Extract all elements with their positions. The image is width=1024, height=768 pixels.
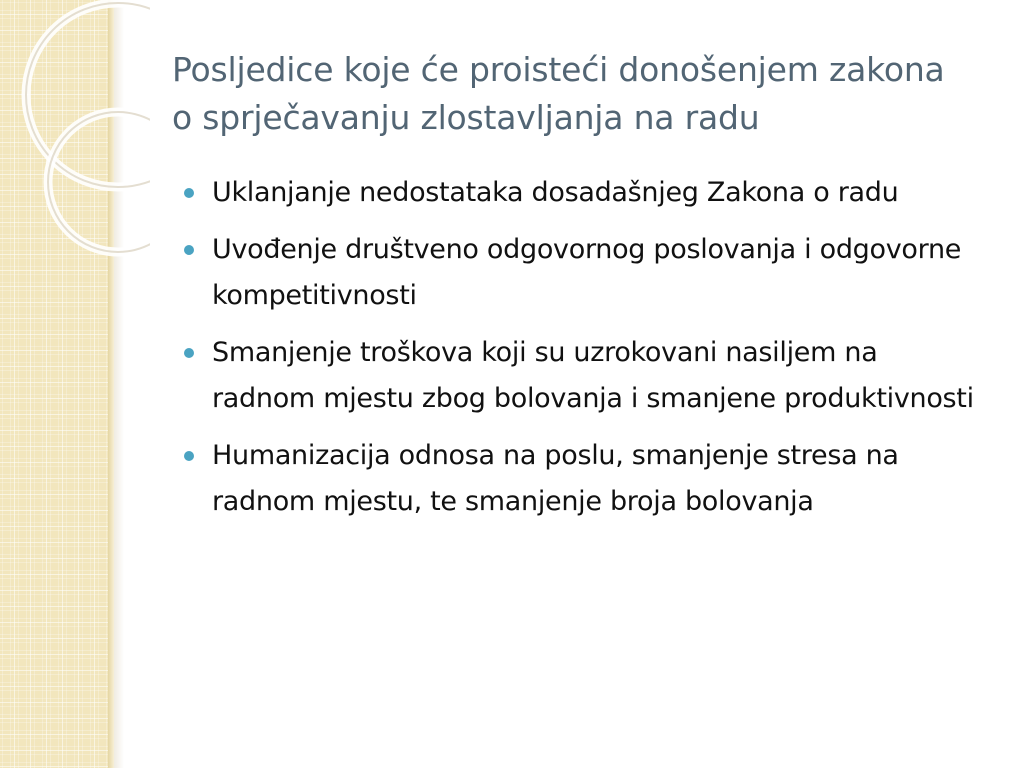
- bullet-list: [182, 170, 982, 536]
- bullet-item: [182, 170, 982, 216]
- bullet-item: [182, 330, 982, 422]
- bullet-text: Uvođenje društveno odgovornog poslovanja i odgovorne kompetitivnosti: [212, 234, 962, 311]
- bullet-text: Uklanjanje nedostataka dosadašnjeg Zakona o radu: [212, 177, 899, 208]
- round-bullet-icon: [184, 451, 194, 461]
- round-bullet-icon: [184, 188, 194, 198]
- round-bullet-icon: [184, 245, 194, 255]
- slide-title: Posljedice koje će proisteći donošenjem zakona o sprječavanju zlostavljanja na radu: [172, 50, 945, 137]
- bullet-item: [182, 227, 982, 319]
- bullet-item: [182, 433, 982, 525]
- round-bullet-icon: [184, 348, 194, 358]
- bullet-text: Humanizacija odnosa na poslu, smanjenje stresa na radnom mjestu, te smanjenje broja bolovanja: [212, 440, 899, 517]
- bullet-text: Smanjenje troškova koji su uzrokovani nasiljem na radnom mjestu zbog bolovanja i smanjene produktivnosti: [212, 337, 974, 414]
- concentric-rings-icon: [0, 0, 150, 260]
